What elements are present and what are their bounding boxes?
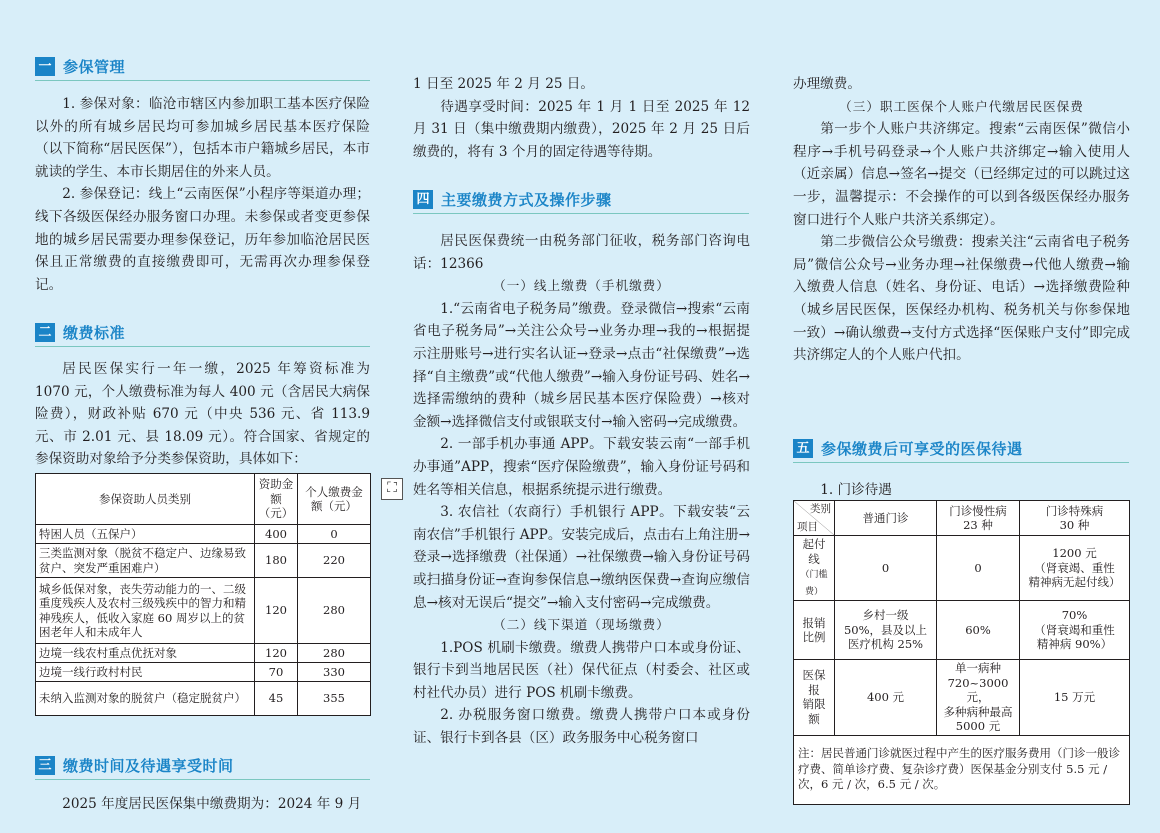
paragraph: 2. 一部手机办事通 APP。下载安装云南“一部手机办事通”APP，搜索“医疗保险缴费”，输入身份证号码和姓名等相关信息，根据系统提示进行缴费。	[413, 436, 750, 498]
table-row	[36, 544, 371, 578]
table-cell: 70	[255, 663, 298, 682]
section-1-body	[35, 93, 370, 296]
paragraph: 2025 年度居民医保集中缴费期为：2024 年 9 月	[62, 796, 362, 812]
section-4-header	[413, 187, 749, 214]
table-cell: 330	[298, 663, 371, 682]
table-cell: 180	[255, 544, 298, 578]
table-row	[36, 663, 371, 682]
diag-top-label: 类别	[810, 503, 831, 515]
diagonal-header-cell	[794, 501, 835, 536]
section-number: 四	[413, 190, 433, 209]
paragraph: 居民医保实行一年一缴，2025 年筹资标准为 1070 元，个人缴费标准为每人 400 元（含居民大病保险费），财政补贴 670 元（中央 536 元、省 113.9 元、市 2.01 元、县 18.09 元）。符合国家、省规定的参保资助对象给予分类参保资助，具体如下：	[35, 361, 370, 468]
table-cell: 15 万元	[1020, 660, 1130, 736]
diag-bottom-label: 项目	[797, 520, 818, 533]
section-2-header	[35, 320, 370, 347]
table-cell: 400	[255, 525, 298, 544]
section-title: 参保管理	[63, 58, 126, 76]
paragraph: 1.POS 机刷卡缴费。缴费人携带户口本或身份证、银行卡到当地居民医（社）保代征点（村委会、社区或村社代办员）进行 POS 机刷卡缴费。	[413, 639, 750, 701]
outpatient-table	[793, 500, 1130, 805]
table-cell: 三类监测对象（脱贫不稳定户、边缘易致贫户、突发严重困难户）	[36, 544, 255, 578]
section-title: 参保缴费后可享受的医保待遇	[821, 440, 1023, 458]
table-header: 个人缴费金额（元）	[298, 474, 371, 525]
table-cell: 60%	[937, 601, 1020, 660]
table-cell: 0	[298, 525, 371, 544]
table-note: 注：居民普通门诊就医过程中产生的医疗服务费用（门诊一般诊疗费、简单诊疗费、复杂诊疗费）医保基金分别支付 5.5 元 / 次，6 元 / 次，6.5 元 / 次。	[794, 735, 1130, 804]
table-header: 资助金额（元）	[255, 474, 298, 525]
table-cell: 乡村一级 50%，县及以上 医疗机构 25%	[835, 601, 937, 660]
table-cell: 0	[835, 536, 937, 601]
section-title: 缴费标准	[63, 324, 126, 342]
table-cell: 特困人员（五保户）	[36, 525, 255, 544]
column-2	[413, 73, 750, 163]
section-3-header	[35, 753, 370, 780]
table-cell: 0	[937, 536, 1020, 601]
section-2-body	[35, 358, 370, 471]
table-row	[794, 735, 1130, 804]
paragraph: 2. 参保登记：线上“云南医保”小程序等渠道办理；线下各级医保经办服务窗口办理。未参保或者变更参保地的城乡居民需要办理参保登记，历年参加临沧居民医保且正常缴费的直接缴费即可，无需再次办理参保登记。	[35, 186, 370, 293]
table-cell: 280	[298, 578, 371, 644]
paragraph: 居民医保费统一由税务部门征收，税务部门咨询电话：12366	[413, 233, 750, 272]
table-cell: 355	[298, 682, 371, 716]
column-header: 门诊慢性病 23 种	[937, 501, 1020, 536]
section-3-body	[35, 793, 370, 816]
table-cell: 280	[298, 644, 371, 663]
table-cell: 120	[255, 578, 298, 644]
qr-scan-icon: ⛶	[381, 478, 403, 500]
section-number: 三	[35, 756, 55, 775]
table-row	[36, 525, 371, 544]
paragraph: 第一步个人账户共济绑定。搜索“云南医保”微信小程序→手机号码登录→个人账户共济绑定→输入使用人（近亲属）信息→签名→提交（已经绑定过的可以跳过这一步，温馨提示：不会操作的可以到各级医保经办服务窗口进行个人账户共济关系绑定）。	[793, 121, 1130, 228]
section-5-header	[793, 436, 1129, 463]
subheading: （二）线下渠道（现场缴费）	[493, 617, 670, 633]
section-title: 主要缴费方式及操作步骤	[441, 191, 612, 209]
row-header: 医保报 销限额	[794, 660, 835, 736]
outpatient-subheading	[793, 479, 1130, 502]
paragraph: 3. 农信社（农商行）手机银行 APP。下载安装“云南农信”手机银行 APP。安装完成后，点击右上角注册→登录→选择缴费（社保通）→社保缴费→输入身份证号码或扫描身份证→查询参保信息→缴纳医保费→查询应缴信息→核对无误后“提交”→输入支付密码→完成缴费。	[413, 504, 750, 611]
paragraph: 1.“云南省电子税务局”缴费。登录微信→搜索“云南省电子税务局”→关注公众号→业务办理→我的→根据提示注册账号→进行实名认证→登录→点击“社保缴费”→选择“自主缴费”或“代他人缴费”→输入身份证号码、姓名→选择需缴纳的费种（城乡居民基本医疗保险费）→核对金额→选择微信支付或银联支付→输入密码→完成缴费。	[413, 300, 750, 430]
table-cell: 70% （肾衰竭和重性 精神病 90%）	[1020, 601, 1130, 660]
table-cell: 45	[255, 682, 298, 716]
table-header: 参保资助人员类别	[36, 474, 255, 525]
table-cell: 400 元	[835, 660, 937, 736]
section-1-header	[35, 54, 370, 81]
section-4-body	[413, 230, 750, 750]
table-cell: 1200 元 （肾衰竭、重性 精神病无起付线）	[1020, 536, 1130, 601]
table-cell: 120	[255, 644, 298, 663]
paragraph: 1 日至 2025 年 2 月 25 日。	[413, 76, 594, 92]
section-number: 五	[793, 439, 813, 458]
subsidy-table	[35, 473, 371, 716]
column-3	[793, 73, 1130, 367]
table-cell: 城乡低保对象，丧失劳动能力的一、二级重度残疾人及农村三级残疾中的智力和精神残疾人，低收入家庭 60 周岁以上的贫困老年人和未成年人	[36, 578, 255, 644]
subheading: （三）职工医保个人账户代缴居民医保费	[839, 98, 1084, 114]
row-header: 报销 比例	[794, 601, 835, 660]
paragraph: 办理缴费。	[793, 76, 861, 92]
table-cell: 边境一线农村重点优抚对象	[36, 644, 255, 663]
section-title: 缴费时间及待遇享受时间	[63, 757, 234, 775]
paragraph: 第二步微信公众号缴费：搜索关注“云南省电子税务局”微信公众号→业务办理→社保缴费→代他人缴费→输入缴费人信息（姓名、身份证、电话）→选择缴费险种（城乡居民医保，医保经办机构、税务机关与你参保地一致）→确认缴费→支付方式选择“医保账户支付”即完成共济绑定人的个人账户代扣。	[793, 234, 1130, 364]
row-header: 起付线 （门槛费）	[794, 536, 835, 601]
column-header: 门诊特殊病 30 种	[1020, 501, 1130, 536]
column-header: 普通门诊	[835, 501, 937, 536]
table-row	[794, 536, 1130, 601]
subheading: （一）线上缴费（手机缴费）	[493, 278, 670, 294]
paragraph: 2. 办税服务窗口缴费。缴费人携带户口本或身份证、银行卡到各县（区）政务服务中心税务窗口	[413, 707, 750, 747]
table-cell: 边境一线行政村村民	[36, 663, 255, 682]
table-cell: 220	[298, 544, 371, 578]
table-row	[794, 601, 1130, 660]
section-number: 一	[35, 57, 55, 76]
paragraph: 待遇享受时间：2025 年 1 月 1 日至 2025 年 12 月 31 日（集中缴费期内缴费），2025 年 2 月 25 日后缴费的，将有 3 个月的固定待遇等待期。	[413, 98, 750, 160]
table-row	[794, 660, 1130, 736]
table-cell: 未纳入监测对象的脱贫户（稳定脱贫户）	[36, 682, 255, 716]
table-cell: 单一病种 720~3000 元， 多种病种最高 5000 元	[937, 660, 1020, 736]
table-row	[36, 682, 371, 716]
subheading: 1. 门诊待遇	[820, 482, 892, 498]
section-number: 二	[35, 323, 55, 342]
table-row	[36, 644, 371, 663]
paragraph: 1. 参保对象：临沧市辖区内参加职工基本医疗保险以外的所有城乡居民均可参加城乡居民基本医疗保险（以下简称“居民医保”），包括本市户籍城乡居民，本市就读的学生、本市长期居住的外来人员。	[35, 96, 370, 180]
table-row	[36, 578, 371, 644]
